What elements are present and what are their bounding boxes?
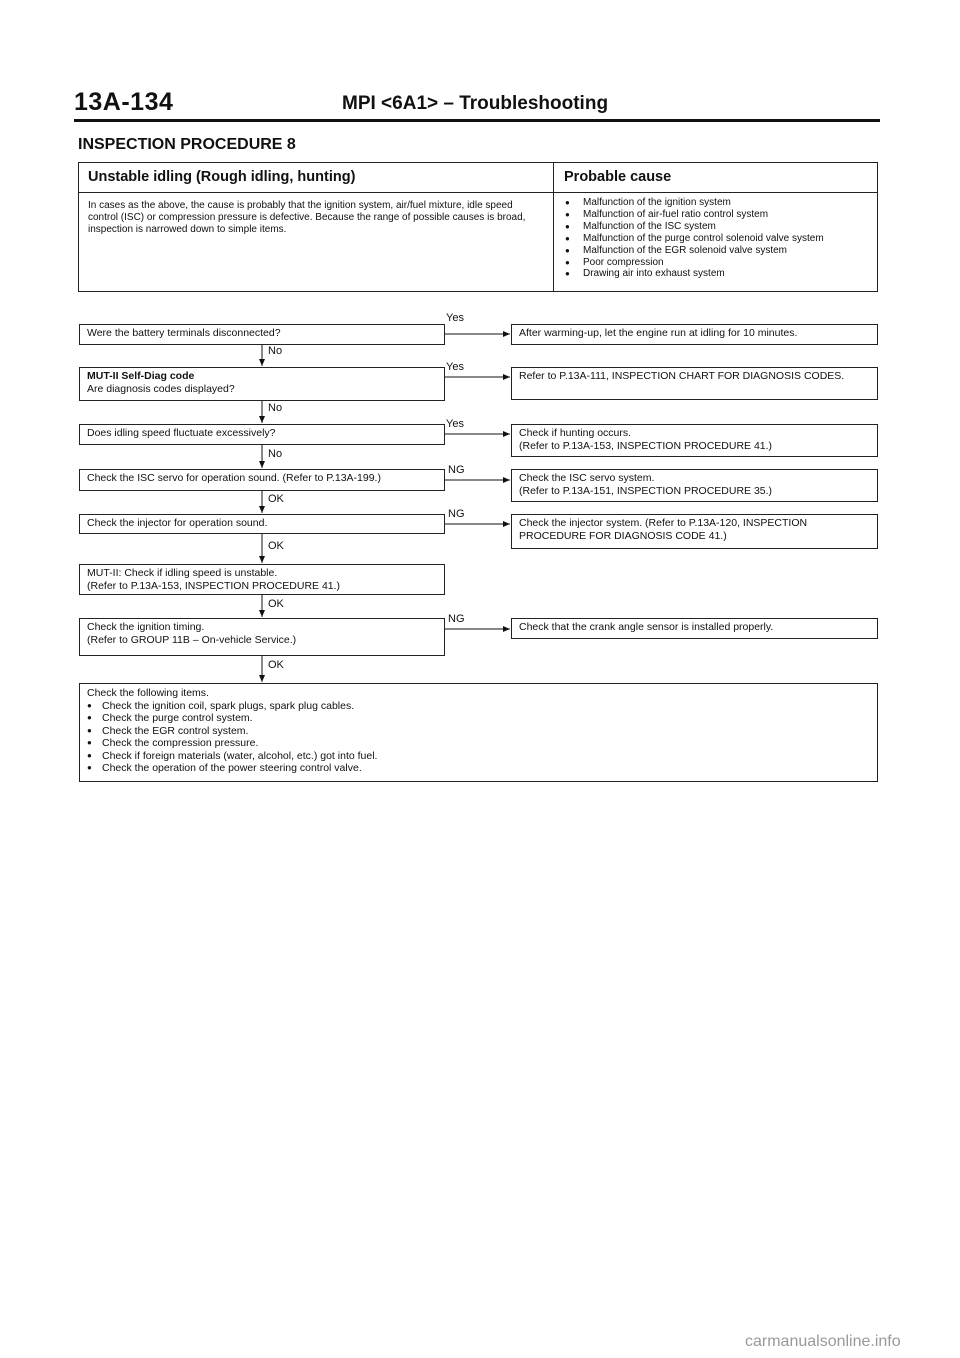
ignition-timing-line2: (Refer to GROUP 11B – On-vehicle Service.)	[87, 633, 297, 646]
mut-self-diag-question: Are diagnosis codes displayed?	[87, 382, 235, 395]
final-check-item: ● Check the purge control system.	[87, 712, 870, 725]
hunting-check-box	[511, 424, 878, 457]
no-label: No	[268, 345, 283, 357]
ok-label: OK	[268, 659, 284, 671]
warmup-result: After warming-up, let the engine run at idling for 10 minutes.	[519, 327, 798, 339]
mut-self-diag-box	[79, 367, 445, 401]
final-check-item: ● Check if foreign materials (water, alcohol, etc.) got into fuel.	[87, 750, 870, 763]
injector-system-ref: Check the injector system. (Refer to P.13A-120, INSPECTION PROCEDURE FOR DIAGNOSIS CODE 41.)	[519, 517, 808, 542]
diag-chart-ref: Refer to P.13A-111, INSPECTION CHART FOR DIAGNOSIS CODES.	[519, 370, 845, 382]
final-check-item: ● Check the ignition coil, spark plugs, spark plug cables.	[87, 700, 870, 713]
isc-servo-box	[79, 469, 445, 491]
cause-item: ● Poor compression	[565, 257, 824, 269]
cause-item: ● Malfunction of the purge control solenoid valve system	[565, 233, 824, 245]
ignition-timing-box	[79, 618, 445, 656]
battery-question: Were the battery terminals disconnected?	[87, 327, 281, 339]
yes-label: Yes	[446, 361, 464, 373]
cause-item: ● Malfunction of the ignition system	[565, 197, 824, 209]
cause-item: ● Malfunction of air-fuel ratio control system	[565, 209, 824, 221]
symptom-description: In cases as the above, the cause is probably that the ignition system, air/fuel mixture, idle speed control (ISC) or compression pressure is defective. Because the range of possible causes is broad, inspection is narrowed down to simple items.	[88, 200, 526, 235]
injector-system-box	[511, 514, 878, 549]
cause-item: ● Drawing air into exhaust system	[565, 268, 824, 280]
mut-self-diag-title: MUT-II Self-Diag code	[87, 370, 195, 382]
idle-fluctuate-question: Does idling speed fluctuate excessively?	[87, 427, 276, 439]
crank-sensor-box	[511, 618, 878, 639]
warmup-result-box	[511, 324, 878, 345]
ok-label: OK	[268, 598, 284, 610]
isc-system-box	[511, 469, 878, 502]
cause-heading: Probable cause	[564, 169, 672, 185]
ok-label: OK	[268, 540, 284, 552]
mut-idle-unstable-line1: MUT-II: Check if idling speed is unstable.	[87, 567, 278, 579]
hunting-check-line1: Check if hunting occurs.	[519, 427, 632, 439]
no-label: No	[268, 402, 283, 414]
watermark: carmanualsonline.info	[745, 1333, 901, 1350]
injector-check: Check the injector for operation sound.	[87, 517, 268, 529]
page-title: MPI <6A1> – Troubleshooting	[342, 93, 609, 114]
procedure-title: INSPECTION PROCEDURE 8	[78, 136, 296, 153]
cause-item: ● Malfunction of the ISC system	[565, 221, 824, 233]
final-check-item: ● Check the operation of the power steering control valve.	[87, 762, 870, 775]
mut-idle-unstable-box	[79, 564, 445, 595]
ok-label: OK	[268, 493, 284, 505]
final-check-list	[87, 700, 870, 775]
diag-chart-ref-box	[511, 367, 878, 400]
hunting-check-line2: (Refer to P.13A-153, INSPECTION PROCEDURE 41.)	[519, 439, 773, 452]
final-check-item: ● Check the EGR control system.	[87, 725, 870, 738]
ng-label: NG	[448, 508, 465, 520]
page-number: 13A-134	[74, 88, 174, 116]
idle-fluctuate-box	[79, 424, 445, 445]
final-check-item: ● Check the compression pressure.	[87, 737, 870, 750]
injector-box	[79, 514, 445, 534]
isc-system-line1: Check the ISC servo system.	[519, 472, 655, 484]
cause-item: ● Malfunction of the EGR solenoid valve system	[565, 245, 824, 257]
yes-label: Yes	[446, 418, 464, 430]
no-label: No	[268, 448, 283, 460]
final-check-intro: Check the following items.	[87, 687, 209, 699]
mut-idle-unstable-line2: (Refer to P.13A-153, INSPECTION PROCEDURE 41.)	[87, 579, 341, 592]
isc-system-line2: (Refer to P.13A-151, INSPECTION PROCEDURE 35.)	[519, 484, 773, 497]
ng-label: NG	[448, 464, 465, 476]
ng-label: NG	[448, 613, 465, 625]
symptom-heading: Unstable idling (Rough idling, hunting)	[88, 169, 356, 185]
isc-servo-check: Check the ISC servo for operation sound. (Refer to P.13A-199.)	[87, 472, 381, 484]
battery-question-box	[79, 324, 445, 345]
crank-sensor-check: Check that the crank angle sensor is installed properly.	[519, 621, 774, 633]
ignition-timing-line1: Check the ignition timing.	[87, 621, 205, 633]
final-check-box	[79, 683, 878, 782]
yes-label: Yes	[446, 312, 464, 324]
